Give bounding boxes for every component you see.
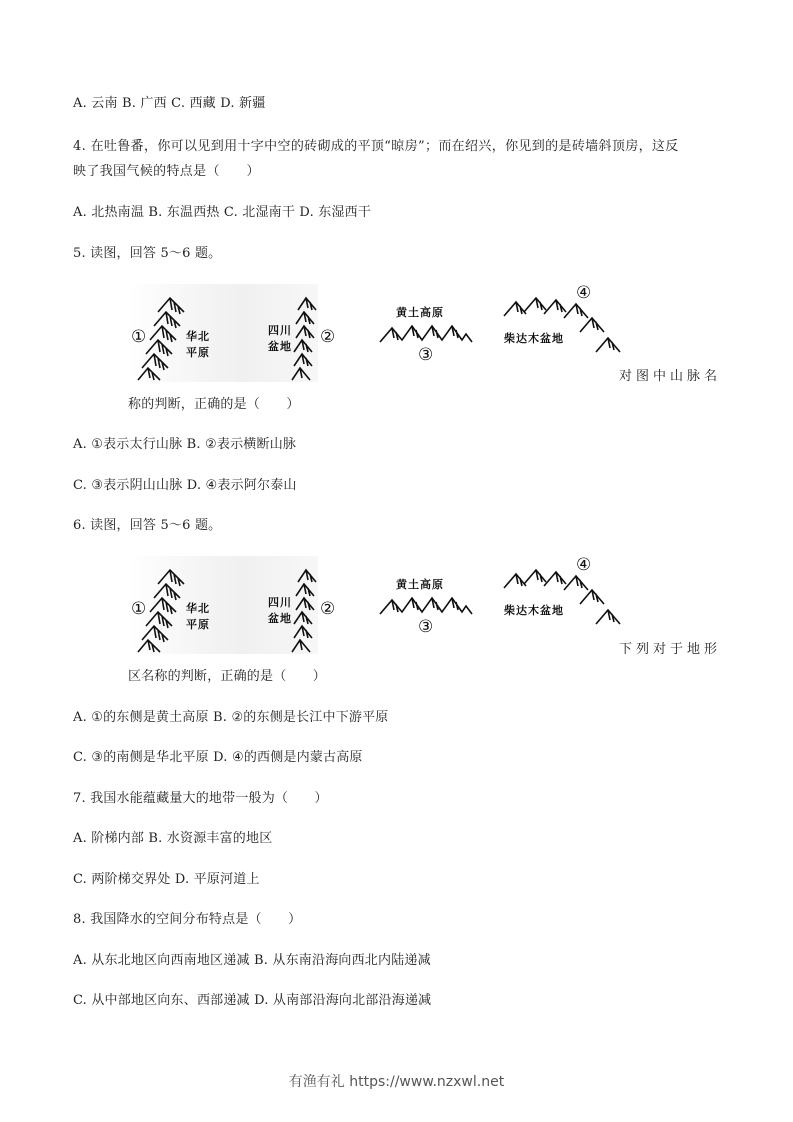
label-chaidamu: 柴达木盆地 — [504, 604, 564, 617]
label-huabei-line2: 平原 — [186, 346, 210, 359]
q7-stem: 7. 我国水能蕴藏量大的地带一般为（ ） — [73, 791, 328, 806]
label-huangtu: 黄土高原 — [396, 578, 444, 591]
label-chaidamu: 柴达木盆地 — [504, 332, 564, 345]
mountain-range-2-icon — [290, 568, 324, 654]
label-sichuan-line2: 盆地 — [268, 340, 292, 353]
label-huabei-line2: 平原 — [186, 618, 210, 631]
q6-options-line1: A. ①的东侧是黄土高原 B. ②的东侧是长江中下游平原 — [73, 710, 389, 725]
q5-mountain-figure — [128, 284, 628, 384]
q6-continuation: 区名称的判断，正确的是（ ） — [128, 669, 327, 684]
footer-watermark: 有渔有礼 https://www.nzxwl.net — [288, 1074, 505, 1090]
marker-4: ④ — [576, 555, 592, 575]
q6-stem: 6. 读图，回答 5～6 题。 — [73, 518, 222, 533]
q3-options: A. 云南 B. 广西 C. 西藏 D. 新疆 — [73, 96, 266, 111]
q4-stem-line1: 4. 在吐鲁番，你可以见到用十字中空的砖砌成的平顶“晾房”；而在绍兴，你见到的是砖墙斜顶房，这反 — [73, 139, 679, 154]
mountain-range-4-icon — [502, 564, 624, 634]
q7-options-line1: A. 阶梯内部 B. 水资源丰富的地区 — [73, 831, 273, 846]
q4-options: A. 北热南温 B. 东温西热 C. 北湿南干 D. 东湿西干 — [73, 205, 372, 220]
marker-1: ① — [131, 599, 147, 619]
label-sichuan-line1: 四川 — [268, 324, 292, 337]
q5-side-text: 对图中山脉名 — [618, 369, 721, 384]
marker-2: ② — [320, 327, 336, 347]
marker-3: ③ — [418, 345, 434, 365]
q4-stem-line2: 映了我国气候的特点是（ ） — [73, 164, 260, 179]
q5-stem: 5. 读图，回答 5～6 题。 — [73, 246, 222, 261]
label-huabei-line1: 华北 — [186, 330, 210, 343]
label-huabei-line1: 华北 — [186, 602, 210, 615]
marker-2: ② — [320, 599, 336, 619]
mountain-range-3-icon — [378, 322, 474, 344]
q5-options-line2: C. ③表示阴山山脉 D. ④表示阿尔泰山 — [73, 478, 297, 493]
mountain-range-2-icon — [290, 296, 324, 382]
q6-options-line2: C. ③的南侧是华北平原 D. ④的西侧是内蒙古高原 — [73, 750, 363, 765]
q6-side-text: 下列对于地形 — [618, 642, 721, 657]
label-sichuan-line2: 盆地 — [268, 612, 292, 625]
q7-options-line2: C. 两阶梯交界处 D. 平原河道上 — [73, 872, 260, 887]
q8-options-line1: A. 从东北地区向西南地区递减 B. 从东南沿海向西北内陆递减 — [73, 953, 431, 968]
q5-options-line1: A. ①表示太行山脉 B. ②表示横断山脉 — [73, 437, 297, 452]
label-huangtu: 黄土高原 — [396, 306, 444, 319]
q8-options-line2: C. 从中部地区向东、西部递减 D. 从南部沿海向北部沿海递减 — [73, 993, 432, 1008]
mountain-range-4-icon — [502, 292, 624, 362]
marker-1: ① — [131, 327, 147, 347]
label-sichuan-line1: 四川 — [268, 596, 292, 609]
q6-mountain-figure — [128, 556, 628, 656]
q8-stem: 8. 我国降水的空间分布特点是（ ） — [73, 912, 302, 927]
marker-3: ③ — [418, 617, 434, 637]
marker-4: ④ — [576, 283, 592, 303]
q5-continuation: 称的判断，正确的是（ ） — [128, 397, 300, 412]
mountain-range-3-icon — [378, 594, 474, 616]
